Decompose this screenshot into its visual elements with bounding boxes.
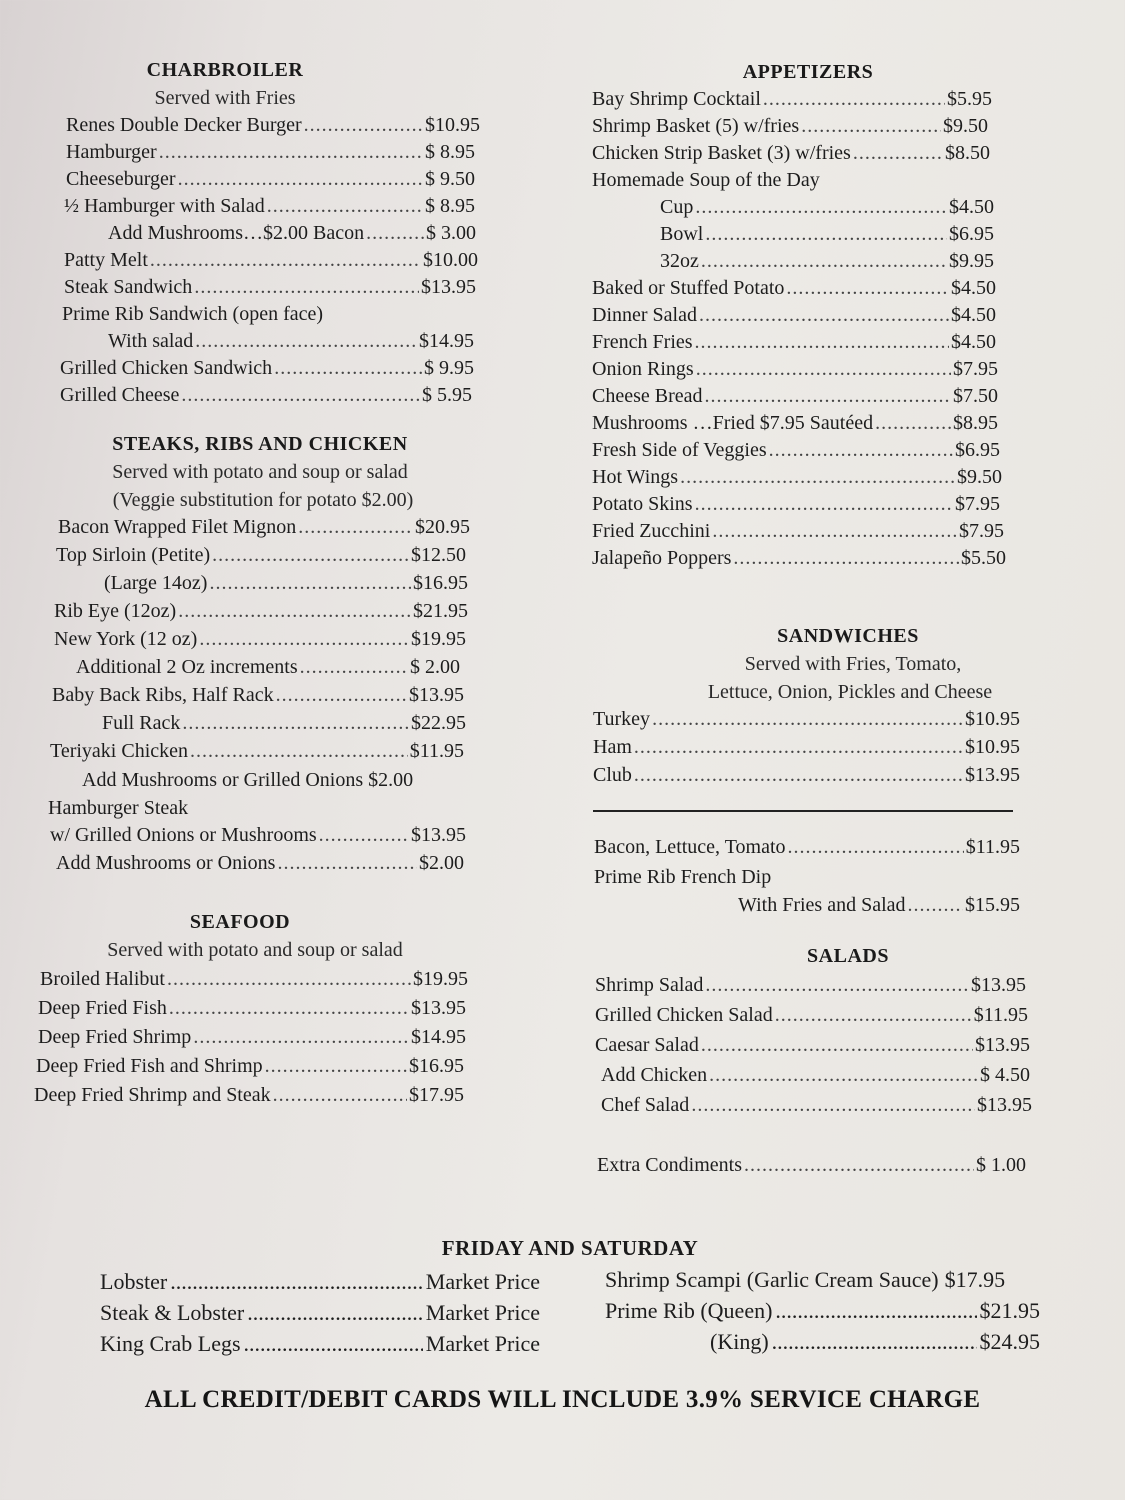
menu-item: Jalapeño Poppers ..... $5.50 — [588, 545, 1038, 572]
seafood-heading: SEAFOOD — [189, 911, 291, 933]
charbroiler-subtitle: Served with Fries — [154, 87, 296, 109]
menu-item: Club ..... $13.95 — [588, 762, 1038, 790]
menu-item: With Fries and Salad ..... $15.95 — [588, 892, 1038, 921]
menu-item: Homemade Soup of the Day — [592, 169, 820, 191]
menu-item: French Fries ..... $4.50 — [588, 329, 1038, 356]
menu-item: Add Mushrooms or Grilled Onions $2.00 — [82, 769, 414, 791]
menu-item: Prime Rib (Queen) ..... $21.95 — [605, 1295, 1040, 1326]
menu-item: Rib Eye (12oz) ..... $21.95 — [30, 598, 490, 626]
menu-item: Additional 2 Oz increments ..... $ 2.00 — [30, 654, 490, 682]
menu-item: ½ Hamburger with Salad ..... $ 8.95 — [30, 193, 490, 220]
menu-item: Deep Fried Fish and Shrimp ..... $16.95 — [30, 1053, 490, 1082]
sandwiches-heading: SANDWICHES — [777, 625, 919, 647]
friday-saturday-left — [100, 1266, 540, 1359]
sandwiches-subtitle: Served with Fries, Tomato, — [744, 653, 962, 675]
menu-item: w/ Grilled Onions or Mushrooms ..... $13.95 — [30, 822, 490, 850]
menu-item: (King) ..... $24.95 — [605, 1326, 1040, 1357]
menu-item: Caesar Salad ..... $13.95 — [588, 1032, 1038, 1062]
menu-item: Baked or Stuffed Potato ..... $4.50 — [588, 275, 1038, 302]
sandwiches-subtitle-2: Lettuce, Onion, Pickles and Cheese — [707, 681, 993, 703]
steaks-heading: STEAKS, RIBS AND CHICKEN — [112, 433, 408, 455]
menu-item: Steak & Lobster ..... Market Price — [100, 1297, 540, 1328]
menu-item: Dinner Salad ..... $4.50 — [588, 302, 1038, 329]
menu-item: Bacon Wrapped Filet Mignon ..... $20.95 — [30, 514, 490, 542]
menu-item: Mushrooms …Fried $7.95 Sautéed ..... $8.95 — [588, 410, 1038, 437]
menu-item: New York (12 oz) ..... $19.95 — [30, 626, 490, 654]
menu-item: Bacon, Lettuce, Tomato ..... $11.95 — [588, 834, 1038, 863]
menu-item: Deep Fried Shrimp ..... $14.95 — [30, 1024, 490, 1053]
menu-item: Prime Rib French Dip — [594, 866, 772, 888]
menu-item: Potato Skins ..... $7.95 — [588, 491, 1038, 518]
menu-item: Top Sirloin (Petite) ..... $12.50 — [30, 542, 490, 570]
menu-item: Fresh Side of Veggies ..... $6.95 — [588, 437, 1038, 464]
menu-item: Deep Fried Fish ..... $13.95 — [30, 995, 490, 1024]
menu-item: Extra Condiments ..... $ 1.00 — [588, 1152, 1038, 1182]
charbroiler-section — [30, 56, 490, 409]
friday-saturday-right — [605, 1264, 1040, 1357]
charbroiler-heading: CHARBROILER — [146, 59, 304, 81]
menu-item: Onion Rings ..... $7.95 — [588, 356, 1038, 383]
menu-item: Baby Back Ribs, Half Rack ..... $13.95 — [30, 682, 490, 710]
steaks-subtitle-2: (Veggie substitution for potato $2.00) — [112, 489, 414, 511]
seafood-section — [30, 908, 490, 1111]
menu-item: Shrimp Scampi (Garlic Cream Sauce) $17.95 — [605, 1267, 1006, 1292]
menu-item: Lobster ..... Market Price — [100, 1266, 540, 1297]
menu-item: Chef Salad ..... $13.95 — [588, 1092, 1038, 1122]
menu-item: Hamburger Steak — [48, 797, 189, 819]
menu-item: Cheeseburger ..... $ 9.50 — [30, 166, 490, 193]
menu-item: 32oz ..... $9.95 — [588, 248, 1038, 275]
steaks-subtitle: Served with potato and soup or salad — [112, 461, 408, 483]
appetizers-heading: APPETIZERS — [742, 61, 874, 83]
menu-item: Bowl ..... $6.95 — [588, 221, 1038, 248]
salads-section — [588, 942, 1038, 1182]
salads-heading: SALADS — [807, 945, 889, 967]
menu-item: King Crab Legs ..... Market Price — [100, 1328, 540, 1359]
menu-item: Cheese Bread ..... $7.50 — [588, 383, 1038, 410]
menu-item: Hamburger ..... $ 8.95 — [30, 139, 490, 166]
service-charge-notice: ALL CREDIT/DEBIT CARDS WILL INCLUDE 3.9% SERVICE CHARGE — [144, 1386, 981, 1413]
menu-item: Add Chicken ..... $ 4.50 — [588, 1062, 1038, 1092]
menu-item: Cup ..... $4.50 — [588, 194, 1038, 221]
sandwiches-section — [588, 622, 1038, 921]
menu-item: With salad ..... $14.95 — [30, 328, 490, 355]
menu-item: (Large 14oz) ..... $16.95 — [30, 570, 490, 598]
menu-item: Grilled Chicken Sandwich ..... $ 9.95 — [30, 355, 490, 382]
menu-item: Bay Shrimp Cocktail ..... $5.95 — [588, 86, 1038, 113]
menu-item: Add Mushrooms or Onions ..... $2.00 — [30, 850, 490, 878]
sandwich-divider — [593, 810, 1013, 812]
seafood-subtitle: Served with potato and soup or salad — [107, 939, 403, 961]
menu-item: Patty Melt ..... $10.00 — [30, 247, 490, 274]
steaks-section — [30, 430, 490, 878]
menu-item: Shrimp Basket (5) w/fries ..... $9.50 — [588, 113, 1038, 140]
menu-item: Prime Rib Sandwich (open face) — [62, 303, 324, 325]
menu-item: Turkey ..... $10.95 — [588, 706, 1038, 734]
menu-item: Broiled Halibut ..... $19.95 — [30, 966, 490, 995]
menu-item: Steak Sandwich ..... $13.95 — [30, 274, 490, 301]
menu-item: Add Mushrooms…$2.00 Bacon ..... $ 3.00 — [30, 220, 490, 247]
menu-item: Hot Wings ..... $9.50 — [588, 464, 1038, 491]
menu-item: Ham ..... $10.95 — [588, 734, 1038, 762]
menu-item: Fried Zucchini ..... $7.95 — [588, 518, 1038, 545]
friday-saturday-heading: FRIDAY AND SATURDAY — [441, 1236, 699, 1260]
menu-item: Chicken Strip Basket (3) w/fries ..... $8.50 — [588, 140, 1038, 167]
menu-item: Full Rack ..... $22.95 — [30, 710, 490, 738]
menu-item: Shrimp Salad ..... $13.95 — [588, 972, 1038, 1002]
menu-item: Deep Fried Shrimp and Steak ..... $17.95 — [30, 1082, 490, 1111]
appetizers-section — [588, 58, 1038, 572]
menu-item: Renes Double Decker Burger ..... $10.95 — [30, 112, 490, 139]
menu-item: Grilled Chicken Salad ..... $11.95 — [588, 1002, 1038, 1032]
menu-item: Teriyaki Chicken ..... $11.95 — [30, 738, 490, 766]
menu-item: Grilled Cheese ..... $ 5.95 — [30, 382, 490, 409]
